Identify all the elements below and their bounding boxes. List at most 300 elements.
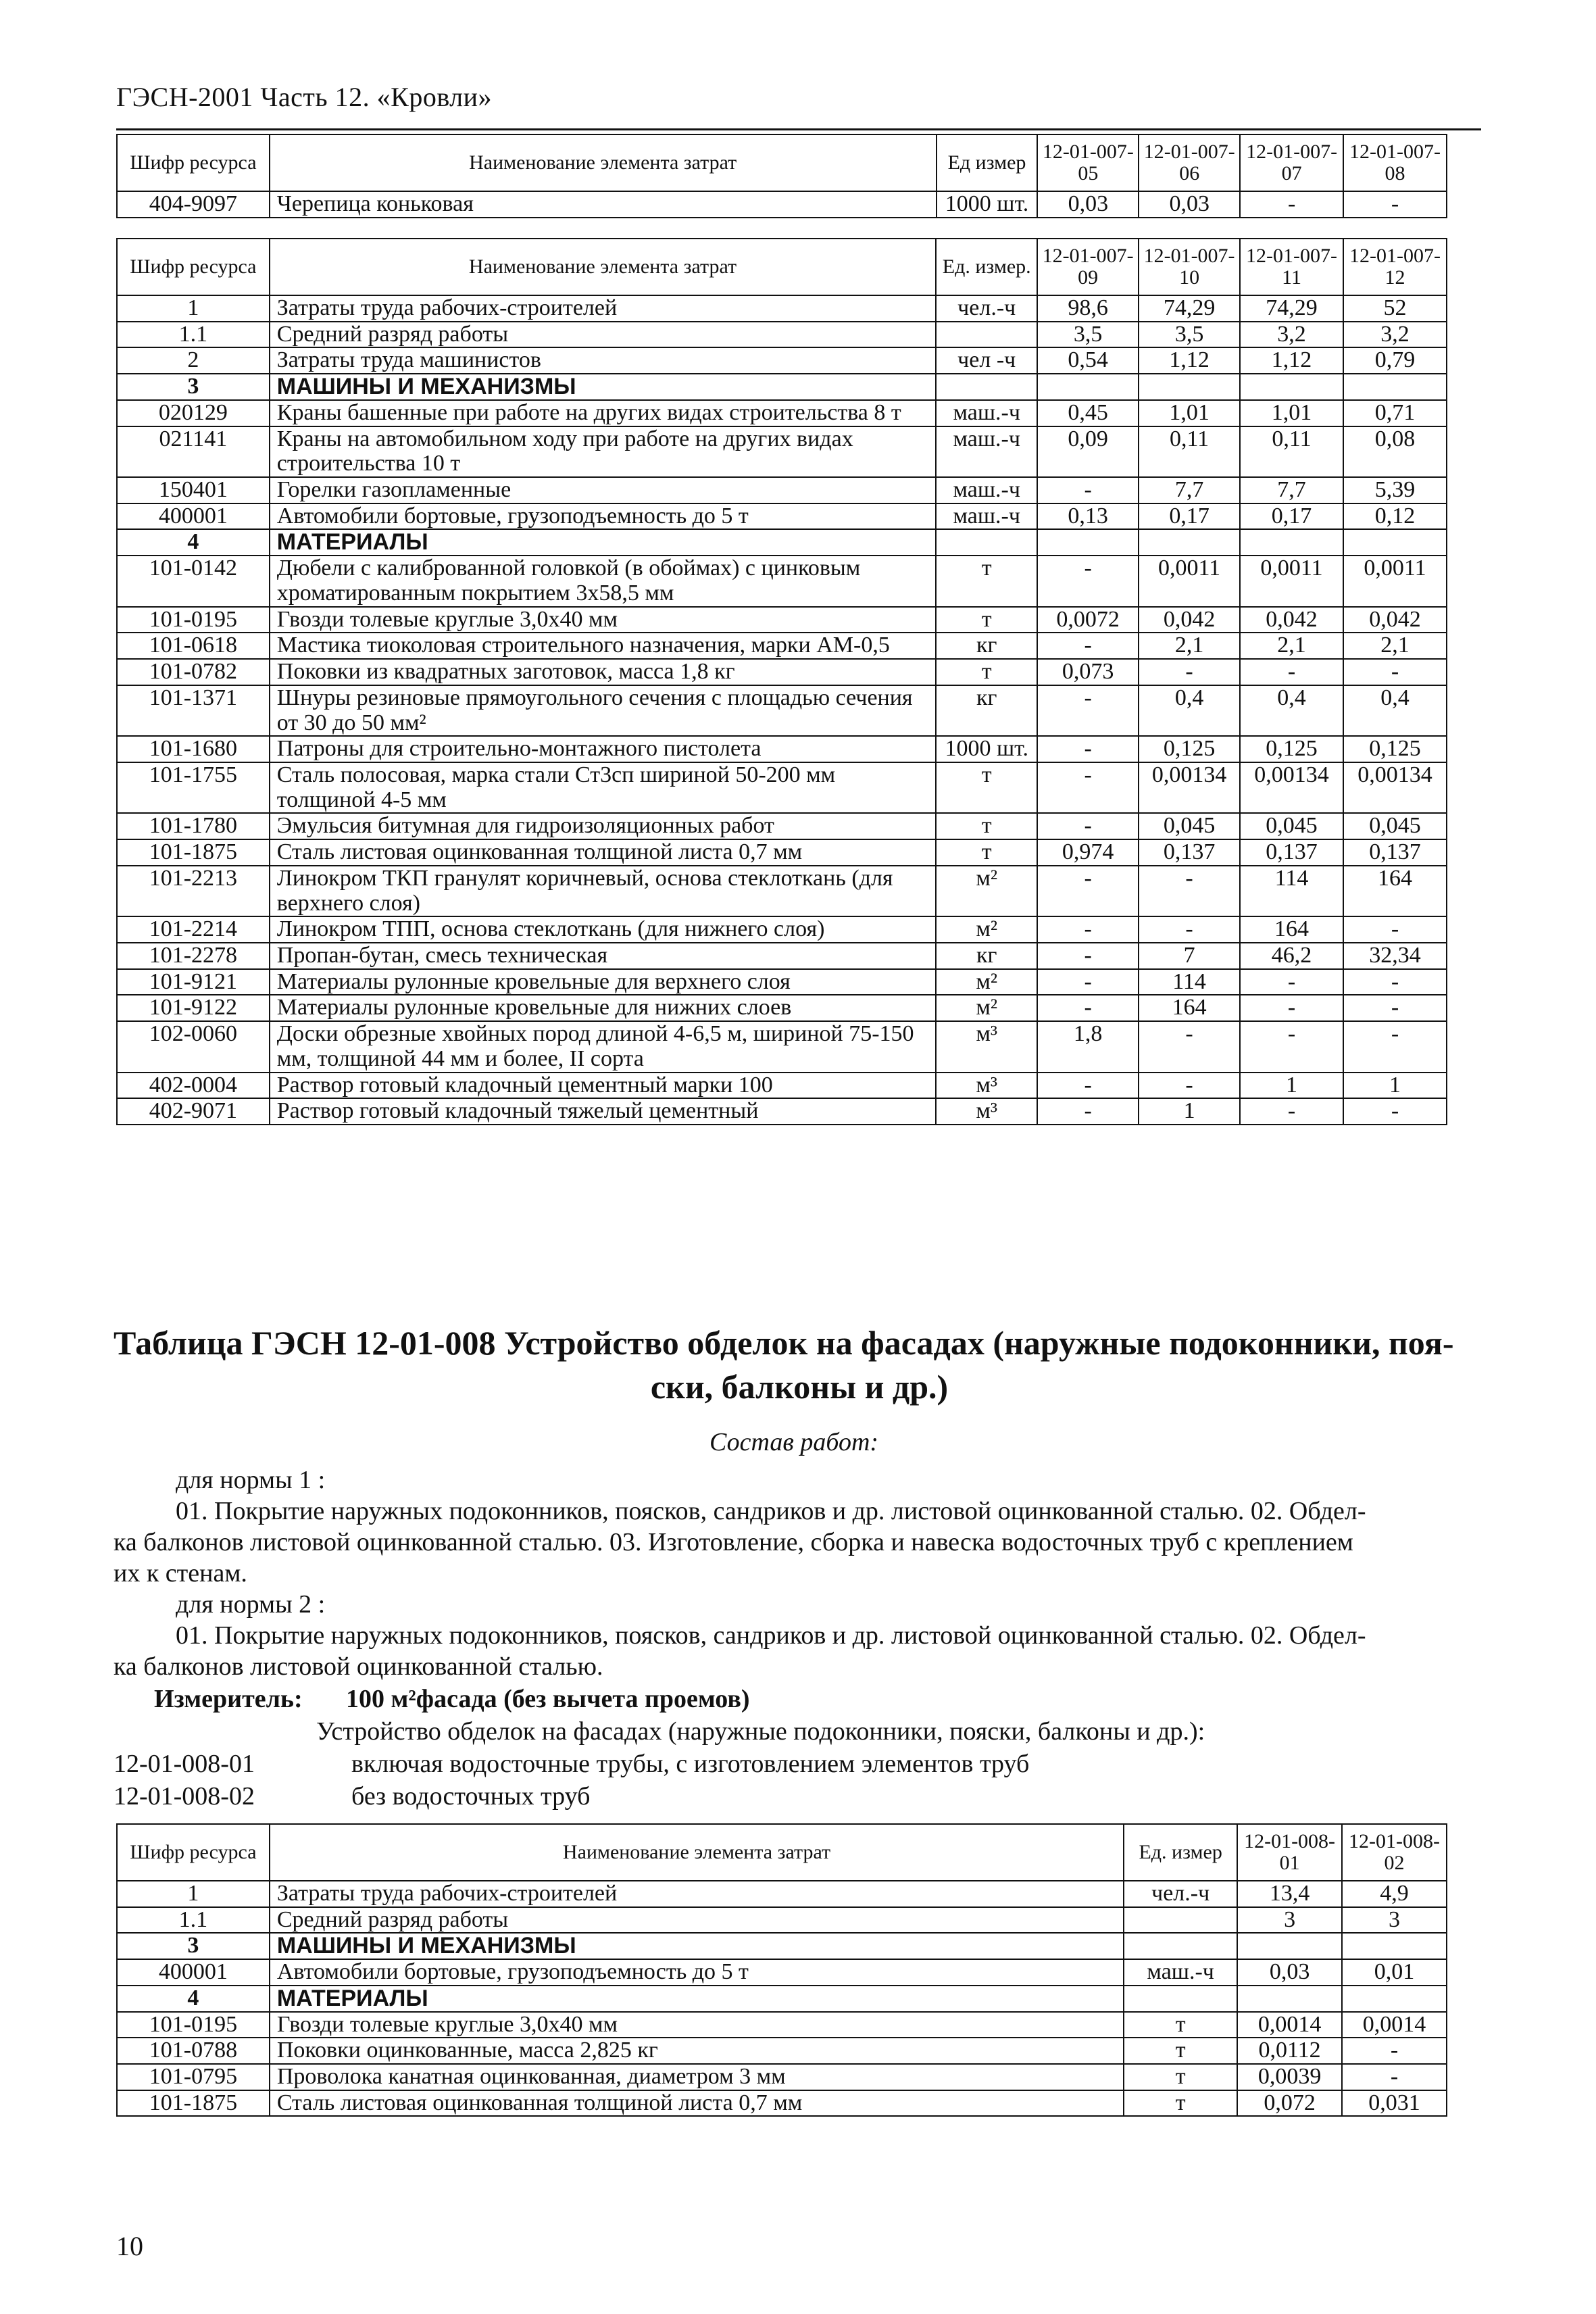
- value-cell: 164: [1139, 995, 1240, 1021]
- value-cell: 52: [1343, 295, 1447, 322]
- resource-code-cell: 101-0618: [117, 633, 270, 659]
- value-cell: -: [1240, 1021, 1343, 1072]
- unit-cell: м²: [936, 995, 1037, 1021]
- value-cell: [1237, 1986, 1342, 2012]
- value-cell: 32,34: [1343, 943, 1447, 969]
- header-rule: [116, 128, 1481, 130]
- value-cell: 0,137: [1343, 839, 1447, 866]
- norm2-text-line2: ка балконов листовой оцинкованной сталью.: [114, 1652, 603, 1681]
- value-cell: [1037, 374, 1139, 400]
- value-cell: [1139, 529, 1240, 556]
- table-title-line1: Таблица ГЭСН 12-01-008 Устройство обделок на фасадах (наружные подоконники, поя-: [114, 1324, 1454, 1362]
- cost-element-cell: Средний разряд работы: [270, 322, 937, 348]
- code-1: 12-01-008-01: [114, 1750, 255, 1778]
- unit-cell: кг: [936, 633, 1037, 659]
- cost-element-cell: Проволока канатная оцинкованная, диаметром 3 мм: [270, 2064, 1124, 2090]
- value-cell: 0,0011: [1139, 556, 1240, 606]
- value-cell: 0,0011: [1240, 556, 1343, 606]
- value-cell: [1240, 374, 1343, 400]
- resource-code-cell: 400001: [117, 503, 270, 530]
- table-row: [117, 529, 1447, 556]
- table-row: [117, 943, 1447, 969]
- table-row: [117, 2038, 1447, 2064]
- resource-code-cell: 101-2278: [117, 943, 270, 969]
- unit-cell: м²: [936, 916, 1037, 943]
- unit-cell: [936, 322, 1037, 348]
- value-cell: 0,08: [1343, 426, 1447, 477]
- table-row: [117, 685, 1447, 736]
- table-row: [117, 1907, 1447, 1934]
- value-cell: 0,4: [1240, 685, 1343, 736]
- value-cell: 3: [1342, 1907, 1447, 1934]
- value-cell: -: [1139, 659, 1240, 685]
- unit-cell: т: [936, 813, 1037, 839]
- cost-element-cell: Поковки из квадратных заготовок, масса 1,8 кг: [270, 659, 937, 685]
- cost-element-cell: Материалы рулонные кровельные для верхнего слоя: [270, 969, 937, 995]
- cost-element-cell: Шнуры резиновые прямоугольного сечения с площадью сечения от 30 до 50 мм²: [270, 685, 937, 736]
- norm1-text-line2: ка балконов листовой оцинкованной сталью. 03. Изготовление, сборка и навеска водосточных труб с креплением: [114, 1528, 1353, 1556]
- header-cell: Ед измер: [937, 134, 1038, 191]
- table-row: [117, 2064, 1447, 2090]
- value-cell: -: [1342, 2038, 1447, 2064]
- resource-code-cell: 402-0004: [117, 1073, 270, 1099]
- cost-element-cell: Гвозди толевые круглые 3,0х40 мм: [270, 607, 937, 633]
- value-cell: -: [1343, 916, 1447, 943]
- value-cell: 0,4: [1343, 685, 1447, 736]
- table-header-row: [117, 134, 1447, 191]
- cost-element-cell: МАТЕРИАЛЫ: [270, 529, 937, 556]
- unit-cell: [1124, 1986, 1237, 2012]
- table-row: [117, 1933, 1447, 1959]
- resource-code-cell: 1: [117, 295, 270, 322]
- resource-code-cell: 101-2214: [117, 916, 270, 943]
- table-row: [117, 813, 1447, 839]
- resource-code-cell: 101-0788: [117, 2038, 270, 2064]
- unit-cell: т: [1124, 2012, 1237, 2038]
- table-row: [117, 426, 1447, 477]
- unit-cell: 1000 шт.: [936, 736, 1037, 762]
- table-row: [117, 1959, 1447, 1986]
- value-cell: 0,13: [1037, 503, 1139, 530]
- header-cell: 12-01-007-05: [1037, 134, 1139, 191]
- value-cell: 98,6: [1037, 295, 1139, 322]
- cost-element-cell: Линокром ТКП гранулят коричневый, основа стеклоткань (для верхнего слоя): [270, 866, 937, 916]
- cost-element-cell: Патроны для строительно-монтажного пистолета: [270, 736, 937, 762]
- value-cell: -: [1037, 762, 1139, 813]
- unit-cell: т: [1124, 2090, 1237, 2117]
- header-cell: 12-01-007-06: [1139, 134, 1240, 191]
- cost-element-cell: Автомобили бортовые, грузоподъемность до 5 т: [270, 503, 937, 530]
- table-row: [117, 1021, 1447, 1072]
- code-2-text: без водосточных труб: [351, 1782, 591, 1811]
- cost-element-cell: Доски обрезные хвойных пород длиной 4-6,5 м, шириной 75-150 мм, толщиной 44 мм и более, II сорта: [270, 1021, 937, 1072]
- header-cell: 12-01-007-08: [1343, 134, 1447, 191]
- cost-element-cell: Материалы рулонные кровельные для нижних слоев: [270, 995, 937, 1021]
- value-cell: -: [1343, 659, 1447, 685]
- table-row: [117, 1881, 1447, 1907]
- value-cell: 3: [1237, 1907, 1342, 1934]
- table-row: [117, 400, 1447, 426]
- unit-cell: маш.-ч: [936, 400, 1037, 426]
- cost-element-cell: Раствор готовый кладочный цементный марки 100: [270, 1073, 937, 1099]
- cost-element-cell: Поковки оцинкованные, масса 2,825 кг: [270, 2038, 1124, 2064]
- value-cell: 0,11: [1139, 426, 1240, 477]
- value-cell: -: [1343, 969, 1447, 995]
- unit-cell: 1000 шт.: [937, 191, 1038, 218]
- cost-element-cell: Автомобили бортовые, грузоподъемность до 5 т: [270, 1959, 1124, 1986]
- resource-code-cell: 2: [117, 347, 270, 374]
- value-cell: 0,137: [1240, 839, 1343, 866]
- cost-element-cell: Гвозди толевые круглые 3,0х40 мм: [270, 2012, 1124, 2038]
- value-cell: 0,073: [1037, 659, 1139, 685]
- value-cell: 0,03: [1037, 191, 1139, 218]
- cost-element-cell: Затраты труда рабочих-строителей: [270, 1881, 1124, 1907]
- value-cell: 0,09: [1037, 426, 1139, 477]
- unit-cell: м³: [936, 1073, 1037, 1099]
- table-row: [117, 659, 1447, 685]
- table-row: [117, 556, 1447, 606]
- value-cell: 1: [1343, 1073, 1447, 1099]
- resource-code-cell: 101-0142: [117, 556, 270, 606]
- header-cell: Шифр ресурса: [117, 1824, 270, 1881]
- value-cell: [1343, 529, 1447, 556]
- value-cell: 0,03: [1139, 191, 1240, 218]
- value-cell: -: [1343, 995, 1447, 1021]
- page-number: 10: [116, 2231, 143, 2261]
- cost-element-cell: Краны башенные при работе на других видах строительства 8 т: [270, 400, 937, 426]
- value-cell: -: [1139, 916, 1240, 943]
- unit-cell: м²: [936, 866, 1037, 916]
- value-cell: -: [1037, 969, 1139, 995]
- value-cell: 0,0112: [1237, 2038, 1342, 2064]
- value-cell: 3,5: [1139, 322, 1240, 348]
- unit-cell: т: [936, 607, 1037, 633]
- cost-element-cell: Сталь листовая оцинкованная толщиной листа 0,7 мм: [270, 2090, 1124, 2117]
- table-body: [117, 134, 1447, 218]
- value-cell: -: [1342, 2064, 1447, 2090]
- value-cell: 74,29: [1240, 295, 1343, 322]
- resource-code-cell: 1.1: [117, 1907, 270, 1934]
- unit-cell: т: [936, 556, 1037, 606]
- value-cell: 2,1: [1240, 633, 1343, 659]
- table-row: [117, 607, 1447, 633]
- unit-cell: чел.-ч: [1124, 1881, 1237, 1907]
- value-cell: 3,2: [1343, 322, 1447, 348]
- table-row: [117, 1098, 1447, 1125]
- value-cell: 1,8: [1037, 1021, 1139, 1072]
- value-cell: 46,2: [1240, 943, 1343, 969]
- value-cell: 164: [1343, 866, 1447, 916]
- value-cell: 0,4: [1139, 685, 1240, 736]
- value-cell: 7: [1139, 943, 1240, 969]
- value-cell: [1139, 374, 1240, 400]
- value-cell: 2,1: [1139, 633, 1240, 659]
- header-cell: 12-01-007-09: [1037, 239, 1139, 295]
- cost-element-cell: Эмульсия битумная для гидроизоляционных работ: [270, 813, 937, 839]
- value-cell: -: [1037, 736, 1139, 762]
- resource-code-cell: 101-0795: [117, 2064, 270, 2090]
- value-cell: 0,125: [1240, 736, 1343, 762]
- code-1-text: включая водосточные трубы, с изготовлением элементов труб: [351, 1750, 1030, 1778]
- header-cell: Шифр ресурса: [117, 134, 270, 191]
- value-cell: 0,00134: [1240, 762, 1343, 813]
- cost-element-cell: Пропан-бутан, смесь техническая: [270, 943, 937, 969]
- cost-element-cell: Краны на автомобильном ходу при работе на других видах строительства 10 т: [270, 426, 937, 477]
- value-cell: 0,0072: [1037, 607, 1139, 633]
- resource-code-cell: 4: [117, 529, 270, 556]
- table-row: [117, 916, 1447, 943]
- value-cell: -: [1240, 969, 1343, 995]
- resource-code-cell: 402-9071: [117, 1098, 270, 1125]
- table-row: [117, 969, 1447, 995]
- unit-cell: [936, 374, 1037, 400]
- value-cell: 3,5: [1037, 322, 1139, 348]
- value-cell: 0,79: [1343, 347, 1447, 374]
- value-cell: [1342, 1933, 1447, 1959]
- value-cell: 0,00134: [1343, 762, 1447, 813]
- table-row: [117, 1986, 1447, 2012]
- value-cell: -: [1037, 1098, 1139, 1125]
- value-cell: 0,17: [1240, 503, 1343, 530]
- value-cell: -: [1037, 813, 1139, 839]
- header-cell: 12-01-007-10: [1139, 239, 1240, 295]
- value-cell: 164: [1240, 916, 1343, 943]
- value-cell: 1,01: [1139, 400, 1240, 426]
- cost-element-cell: Раствор готовый кладочный тяжелый цементный: [270, 1098, 937, 1125]
- cost-element-cell: Средний разряд работы: [270, 1907, 1124, 1934]
- header-cell: Ед. измер.: [936, 239, 1037, 295]
- value-cell: 0,54: [1037, 347, 1139, 374]
- value-cell: [1342, 1986, 1447, 2012]
- cost-element-cell: МАШИНЫ И МЕХАНИЗМЫ: [270, 1933, 1124, 1959]
- value-cell: 1,12: [1240, 347, 1343, 374]
- value-cell: 0,974: [1037, 839, 1139, 866]
- value-cell: 0,45: [1037, 400, 1139, 426]
- resource-code-cell: 400001: [117, 1959, 270, 1986]
- table-007-09-12: [116, 238, 1447, 1125]
- resource-code-cell: 101-1755: [117, 762, 270, 813]
- cost-element-cell: Дюбели с калиброванной головкой (в обоймах) с цинковым хроматированным покрытием 3х58,5 мм: [270, 556, 937, 606]
- resource-code-cell: 101-1875: [117, 2090, 270, 2117]
- value-cell: 0,072: [1237, 2090, 1342, 2117]
- value-cell: 7,7: [1139, 477, 1240, 503]
- table-title: [114, 1321, 1485, 1409]
- value-cell: [1037, 529, 1139, 556]
- value-cell: 5,39: [1343, 477, 1447, 503]
- table-body: [117, 1824, 1447, 2116]
- norm1-label: для нормы 1 :: [176, 1466, 326, 1494]
- value-cell: 0,042: [1343, 607, 1447, 633]
- cost-element-cell: Черепица коньковая: [270, 191, 937, 218]
- value-cell: 0,12: [1343, 503, 1447, 530]
- header-cell: Наименование элемента затрат: [270, 134, 937, 191]
- value-cell: 0,00134: [1139, 762, 1240, 813]
- value-cell: -: [1037, 995, 1139, 1021]
- value-cell: 0,0014: [1237, 2012, 1342, 2038]
- resource-code-cell: 101-0195: [117, 607, 270, 633]
- value-cell: -: [1037, 477, 1139, 503]
- table-008: [116, 1823, 1447, 2117]
- table-row: [117, 866, 1447, 916]
- value-cell: 0,045: [1240, 813, 1343, 839]
- value-cell: -: [1037, 633, 1139, 659]
- value-cell: -: [1240, 995, 1343, 1021]
- device-line: Устройство обделок на фасадах (наружные подоконники, пояски, балконы и др.):: [316, 1717, 1205, 1746]
- resource-code-cell: 101-9122: [117, 995, 270, 1021]
- page-header: ГЭСН-2001 Часть 12. «Кровли»: [116, 82, 493, 112]
- table-title-line2: ски, балконы и др.): [650, 1368, 949, 1406]
- value-cell: -: [1343, 1021, 1447, 1072]
- value-cell: 0,045: [1139, 813, 1240, 839]
- value-cell: 0,0039: [1237, 2064, 1342, 2090]
- value-cell: -: [1139, 1021, 1240, 1072]
- table-row: [117, 374, 1447, 400]
- table-row: [117, 295, 1447, 322]
- cost-element-cell: Мастика тиоколовая строительного назначения, марки АМ-0,5: [270, 633, 937, 659]
- value-cell: 7,7: [1240, 477, 1343, 503]
- value-cell: 114: [1139, 969, 1240, 995]
- header-cell: 12-01-007-07: [1240, 134, 1343, 191]
- unit-cell: т: [936, 762, 1037, 813]
- value-cell: 0,042: [1139, 607, 1240, 633]
- unit-cell: т: [936, 839, 1037, 866]
- table-header-row: [117, 239, 1447, 295]
- value-cell: 2,1: [1343, 633, 1447, 659]
- resource-code-cell: 404-9097: [117, 191, 270, 218]
- value-cell: -: [1037, 556, 1139, 606]
- value-cell: [1237, 1933, 1342, 1959]
- value-cell: 1,01: [1240, 400, 1343, 426]
- unit-cell: [1124, 1907, 1237, 1934]
- value-cell: 0,137: [1139, 839, 1240, 866]
- table-row: [117, 191, 1447, 218]
- table-row: [117, 633, 1447, 659]
- table-row: [117, 762, 1447, 813]
- resource-code-cell: 3: [117, 1933, 270, 1959]
- resource-code-cell: 1.1: [117, 322, 270, 348]
- value-cell: 4,9: [1342, 1881, 1447, 1907]
- resource-code-cell: 101-1875: [117, 839, 270, 866]
- value-cell: 0,11: [1240, 426, 1343, 477]
- value-cell: 0,0014: [1342, 2012, 1447, 2038]
- unit-cell: [936, 529, 1037, 556]
- value-cell: -: [1240, 191, 1343, 218]
- unit-cell: м³: [936, 1021, 1037, 1072]
- resource-code-cell: 101-0782: [117, 659, 270, 685]
- value-cell: -: [1037, 943, 1139, 969]
- meter-label: Измеритель:: [154, 1685, 303, 1713]
- cost-element-cell: МАШИНЫ И МЕХАНИЗМЫ: [270, 374, 937, 400]
- unit-cell: [1124, 1933, 1237, 1959]
- value-cell: 1: [1139, 1098, 1240, 1125]
- value-cell: -: [1037, 916, 1139, 943]
- value-cell: -: [1037, 1073, 1139, 1099]
- header-cell: 12-01-007-11: [1240, 239, 1343, 295]
- value-cell: 1,12: [1139, 347, 1240, 374]
- resource-code-cell: 101-1371: [117, 685, 270, 736]
- cost-element-cell: Сталь листовая оцинкованная толщиной листа 0,7 мм: [270, 839, 937, 866]
- table-007-05-08: [116, 134, 1447, 218]
- value-cell: [1240, 529, 1343, 556]
- table-body: [117, 239, 1447, 1125]
- cost-element-cell: Затраты труда машинистов: [270, 347, 937, 374]
- value-cell: 0,125: [1139, 736, 1240, 762]
- resource-code-cell: 3: [117, 374, 270, 400]
- cost-element-cell: Горелки газопламенные: [270, 477, 937, 503]
- table-row: [117, 1073, 1447, 1099]
- header-cell: 12-01-008-01: [1237, 1824, 1342, 1881]
- resource-code-cell: 102-0060: [117, 1021, 270, 1072]
- unit-cell: маш.-ч: [1124, 1959, 1237, 1986]
- unit-cell: кг: [936, 943, 1037, 969]
- code-2: 12-01-008-02: [114, 1782, 255, 1811]
- header-cell: 12-01-008-02: [1342, 1824, 1447, 1881]
- value-cell: [1343, 374, 1447, 400]
- table-row: [117, 503, 1447, 530]
- composition-heading: Состав работ:: [709, 1428, 879, 1456]
- value-cell: 13,4: [1237, 1881, 1342, 1907]
- value-cell: 74,29: [1139, 295, 1240, 322]
- resource-code-cell: 101-1780: [117, 813, 270, 839]
- unit-cell: т: [1124, 2038, 1237, 2064]
- table-row: [117, 736, 1447, 762]
- header-cell: Наименование элемента затрат: [270, 239, 937, 295]
- value-cell: -: [1037, 866, 1139, 916]
- resource-code-cell: 4: [117, 1986, 270, 2012]
- value-cell: 0,71: [1343, 400, 1447, 426]
- resource-code-cell: 021141: [117, 426, 270, 477]
- cost-element-cell: Линокром ТПП, основа стеклоткань (для нижнего слоя): [270, 916, 937, 943]
- value-cell: 0,045: [1343, 813, 1447, 839]
- header-cell: Шифр ресурса: [117, 239, 270, 295]
- table-row: [117, 347, 1447, 374]
- norm1-text-line1: 01. Покрытие наружных подоконников, поясков, сандриков и др. листовой оцинкованной сталью. 02. Обдел-: [176, 1497, 1366, 1525]
- resource-code-cell: 101-9121: [117, 969, 270, 995]
- unit-cell: чел.-ч: [936, 295, 1037, 322]
- value-cell: 0,0011: [1343, 556, 1447, 606]
- meter-value: 100 м²фасада (без вычета проемов): [346, 1685, 750, 1713]
- resource-code-cell: 101-2213: [117, 866, 270, 916]
- value-cell: -: [1343, 191, 1447, 218]
- value-cell: -: [1139, 1073, 1240, 1099]
- value-cell: 0,125: [1343, 736, 1447, 762]
- unit-cell: кг: [936, 685, 1037, 736]
- cost-element-cell: Затраты труда рабочих-строителей: [270, 295, 937, 322]
- unit-cell: маш.-ч: [936, 503, 1037, 530]
- unit-cell: т: [936, 659, 1037, 685]
- table-row: [117, 2090, 1447, 2117]
- resource-code-cell: 150401: [117, 477, 270, 503]
- value-cell: 0,01: [1342, 1959, 1447, 1986]
- unit-cell: м³: [936, 1098, 1037, 1125]
- unit-cell: т: [1124, 2064, 1237, 2090]
- unit-cell: маш.-ч: [936, 426, 1037, 477]
- cost-element-cell: МАТЕРИАЛЫ: [270, 1986, 1124, 2012]
- value-cell: -: [1343, 1098, 1447, 1125]
- table-row: [117, 839, 1447, 866]
- value-cell: 0,031: [1342, 2090, 1447, 2117]
- header-cell: Ед. измер: [1124, 1824, 1237, 1881]
- norm2-label: для нормы 2 :: [176, 1590, 326, 1619]
- value-cell: -: [1240, 659, 1343, 685]
- header-cell: Наименование элемента затрат: [270, 1824, 1124, 1881]
- norm2-text-line1: 01. Покрытие наружных подоконников, поясков, сандриков и др. листовой оцинкованной сталью. 02. Обдел-: [176, 1621, 1366, 1650]
- unit-cell: маш.-ч: [936, 477, 1037, 503]
- value-cell: 0,17: [1139, 503, 1240, 530]
- unit-cell: м²: [936, 969, 1037, 995]
- table-row: [117, 995, 1447, 1021]
- table-row: [117, 477, 1447, 503]
